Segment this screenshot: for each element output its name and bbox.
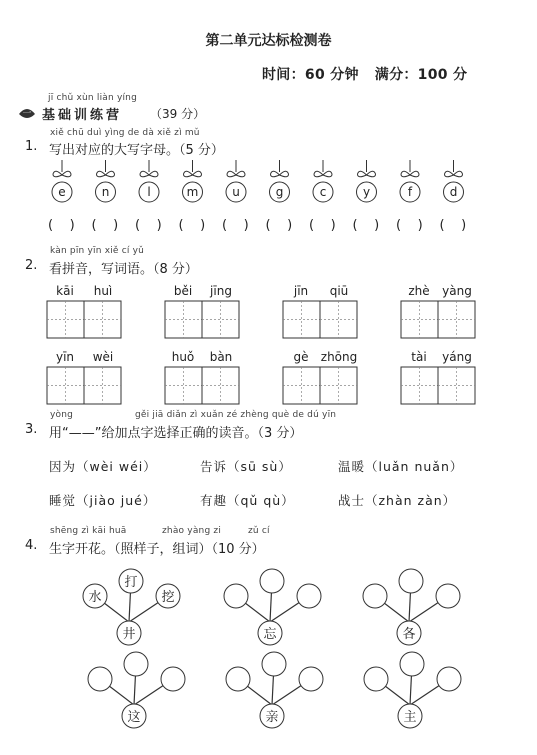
q2-number: 2. [25,258,38,273]
q3-pinyin: gěi jiā diǎn zì xuǎn zé zhèng què de dú yīn [135,410,337,420]
grid-pinyin-1: běi [173,284,193,298]
letter-l: l [147,185,151,199]
letter-m: m [186,185,199,199]
petal-circle[interactable] [124,652,148,676]
letter-ornament [226,160,246,202]
q3-item-2: 告诉（sū sù） [200,459,292,474]
petal-circle[interactable] [437,667,461,691]
word-grid[interactable] [165,350,239,404]
letter-ornament [444,160,464,202]
q4-pinyin-3: zǔ cí [248,526,270,536]
flower-center-char: 忘 [263,627,277,642]
q1-letter-ornaments [40,160,480,210]
grid-pinyin-2: bàn [209,350,233,364]
grid-pinyin-1: huǒ [171,350,195,364]
page-title: 第二单元达标检测卷 [205,33,332,49]
word-grid[interactable] [283,350,357,404]
petal-circle[interactable] [161,667,185,691]
q4-pinyin-2: zhào yàng zi [162,526,222,536]
word-grid[interactable] [165,284,239,338]
q3-pinyin-use: yòng [50,410,74,420]
petal-char: 打 [124,575,138,590]
letter-ornament [183,160,203,202]
letter-y: y [362,185,371,199]
q2-pinyin: kàn pīn yīn xiě cí yǔ [50,246,145,256]
petal-char: 挖 [161,590,175,605]
letter-d: d [449,185,458,199]
q2-prompt: 看拼音，写词语。（8 分） [49,262,198,277]
word-grid[interactable] [401,350,475,404]
character-flower [224,569,321,645]
section-badge-text: 一 [22,109,32,119]
q4-character-flowers [0,560,537,750]
q1-number: 1. [25,139,38,154]
q3-number: 3. [25,422,38,437]
character-flower [88,652,185,728]
q3-item-3: 温暖（luǎn nuǎn） [338,459,464,474]
character-flower [363,569,460,645]
word-grid[interactable] [283,284,357,338]
answer-blank[interactable]: ( ) [48,218,75,233]
section-score: （39 分） [150,107,206,121]
answer-blank[interactable]: ( ) [135,218,162,233]
q3-prompt: 用“——”给加点字选择正确的读音。（3 分） [49,426,303,441]
petal-circle[interactable] [400,652,424,676]
petal-circle[interactable] [363,584,387,608]
q2-writing-grids [0,278,537,408]
q3-item-1: 因为（wèi wéi） [49,459,157,474]
letter-ornament [400,160,420,202]
section-title: 基础训练营 [42,108,123,123]
petal-char: 水 [88,590,102,605]
letter-e: e [58,185,66,199]
grid-pinyin-2: qiū [329,284,349,298]
letter-ornament [96,160,116,202]
section-pinyin: jī chǔ xùn liàn yíng [48,93,137,103]
grid-pinyin-2: yàng [442,284,472,298]
letter-u: u [232,185,240,199]
character-flower [226,652,323,728]
grid-pinyin-1: gè [293,350,309,364]
letter-g: g [275,185,284,199]
section-badge [17,102,37,122]
grid-pinyin-2: huì [93,284,113,298]
letter-ornament [313,160,333,202]
letter-ornament [357,160,377,202]
flower-center-char: 这 [127,710,141,725]
grid-pinyin-1: tài [411,350,427,364]
time-limit: 时间：60 分钟 [262,67,359,83]
answer-blank[interactable]: ( ) [91,218,119,233]
q3-item-6: 战士（zhàn zàn） [338,493,457,508]
answer-blank[interactable]: ( ) [439,218,467,233]
answer-blank[interactable]: ( ) [178,218,206,233]
exam-meta [262,64,483,84]
petal-circle[interactable] [262,652,286,676]
letter-ornament [139,160,159,202]
q1-prompt: 写出对应的大写字母。（5 分） [49,143,224,158]
q3-item-4: 睡觉（jiào jué） [49,493,157,508]
q1-blank-row [40,218,480,236]
letter-ornament [52,160,72,202]
answer-blank[interactable]: ( ) [309,218,336,233]
grid-pinyin-1: zhè [408,284,430,298]
grid-pinyin-1: yīn [55,350,75,364]
answer-blank[interactable]: ( ) [352,218,380,233]
q3-item-5: 有趣（qǔ qù） [200,493,295,508]
petal-circle[interactable] [88,667,112,691]
flower-center-char: 各 [402,627,416,642]
flower-center-char: 井 [122,627,136,642]
word-grid[interactable] [47,284,121,338]
character-flower [83,569,180,645]
petal-circle[interactable] [364,667,388,691]
q4-pinyin-1: shēng zì kāi huā [50,526,127,536]
petal-circle[interactable] [226,667,250,691]
letter-f: f [407,185,413,199]
grid-pinyin-2: jīng [210,284,232,298]
answer-blank[interactable]: ( ) [265,218,293,233]
petal-circle[interactable] [299,667,323,691]
answer-blank[interactable]: ( ) [396,218,423,233]
flower-center-char: 主 [403,710,417,725]
grid-pinyin-2: wèi [92,350,114,364]
letter-ornament [270,160,290,202]
full-score: 满分：100 分 [374,67,468,83]
character-flower [364,652,461,728]
q4-number: 4. [25,538,38,553]
grid-pinyin-2: zhōng [320,350,358,364]
flower-center-char: 亲 [265,710,279,725]
grid-pinyin-2: yáng [442,350,472,364]
petal-circle[interactable] [399,569,423,593]
petal-circle[interactable] [224,584,248,608]
q4-prompt: 生字开花。（照样子，组词）（10 分） [49,542,265,557]
petal-circle[interactable] [436,584,460,608]
q1-pinyin: xiě chū duì yìng de dà xiě zì mǔ [50,128,200,138]
letter-n: n [101,185,110,199]
petal-circle[interactable] [260,569,284,593]
grid-pinyin-1: jīn [293,284,309,298]
letter-c: c [319,185,327,199]
petal-circle[interactable] [297,584,321,608]
grid-pinyin-1: kāi [56,284,74,298]
word-grid[interactable] [401,284,475,338]
word-grid[interactable] [47,350,121,404]
answer-blank[interactable]: ( ) [222,218,249,233]
